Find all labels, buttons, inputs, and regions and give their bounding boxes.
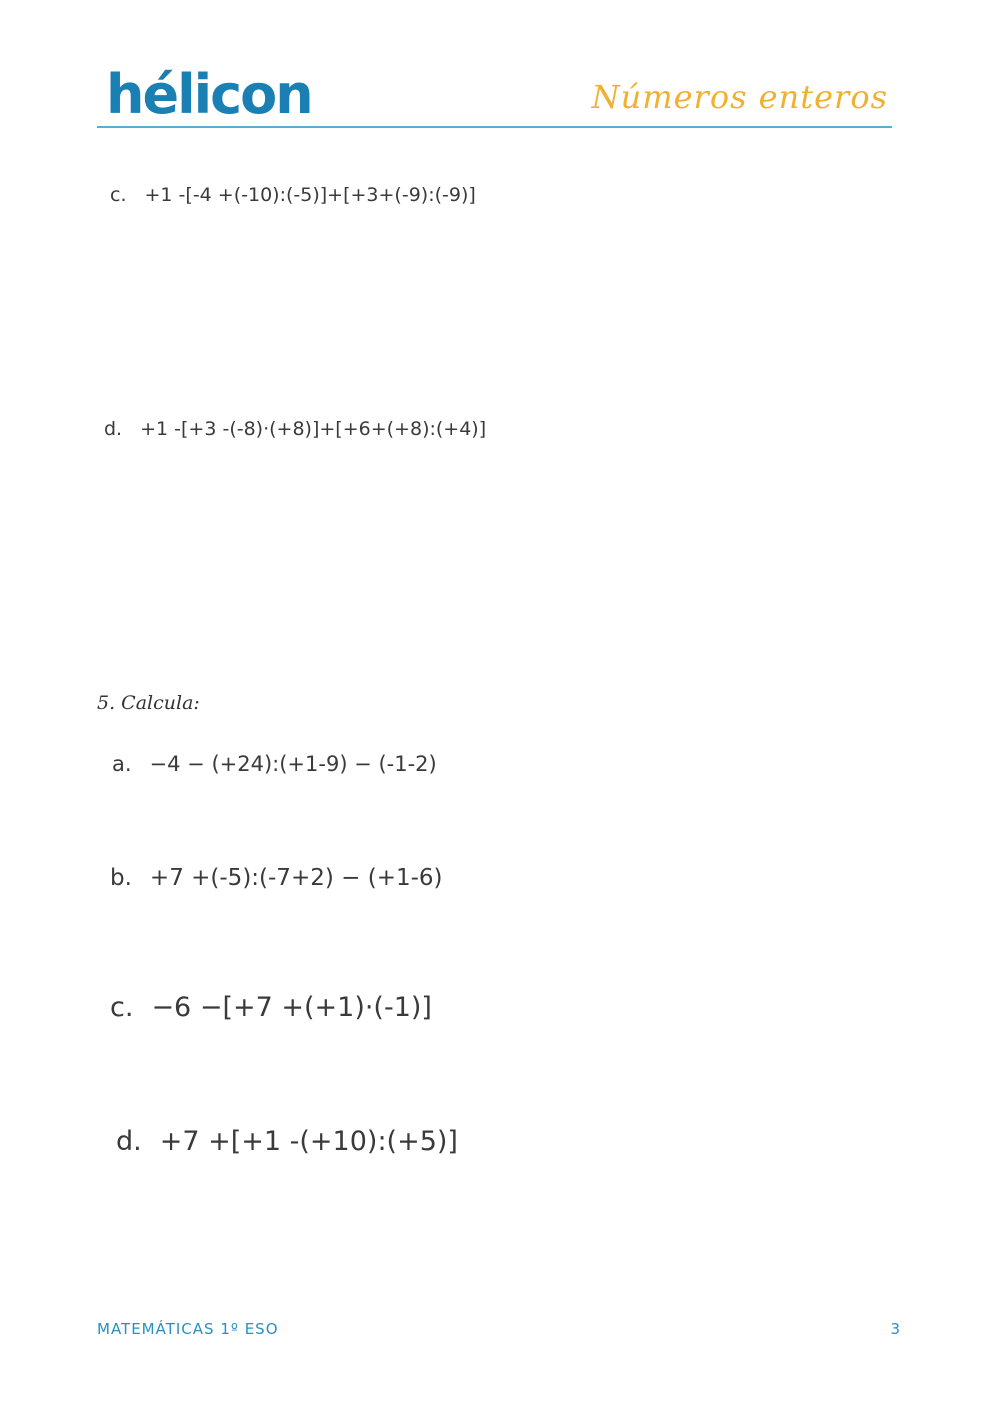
logo-text: hélicon	[106, 63, 312, 126]
item-expression: +7 +[+1 -(+10):(+5)]	[159, 1126, 458, 1157]
exercise-item	[110, 992, 432, 1023]
item-label: c.	[110, 184, 127, 206]
page-title: Números enteros	[591, 78, 888, 116]
item-expression: −4 − (+24):(+1-9) − (-1-2)	[149, 752, 437, 776]
item-label: d.	[104, 418, 123, 440]
exercise-item	[116, 1126, 458, 1157]
item-label: d.	[116, 1126, 142, 1157]
item-expression: +7 +(-5):(-7+2) − (+1-6)	[149, 865, 443, 891]
item-label: c.	[110, 992, 134, 1023]
exercise-5-title: 5. Calcula:	[97, 692, 200, 714]
item-label: b.	[110, 865, 132, 891]
item-expression: −6 −[+7 +(+1)·(-1)]	[151, 992, 432, 1023]
item-expression: +1 -[+3 -(-8)·(+8)]+[+6+(+8):(+4)]	[140, 418, 487, 440]
exercise-item	[110, 184, 476, 206]
page-number: 3	[890, 1320, 900, 1338]
item-expression: +1 -[-4 +(-10):(-5)]+[+3+(-9):(-9)]	[144, 184, 476, 206]
exercise-item	[110, 865, 443, 891]
footer-subject: MATEMÁTICAS 1º ESO	[97, 1320, 279, 1338]
helicon-logo	[106, 60, 312, 130]
exercise-item	[112, 752, 437, 776]
header-divider	[97, 126, 892, 128]
exercise-item	[104, 418, 486, 440]
item-label: a.	[112, 752, 132, 776]
